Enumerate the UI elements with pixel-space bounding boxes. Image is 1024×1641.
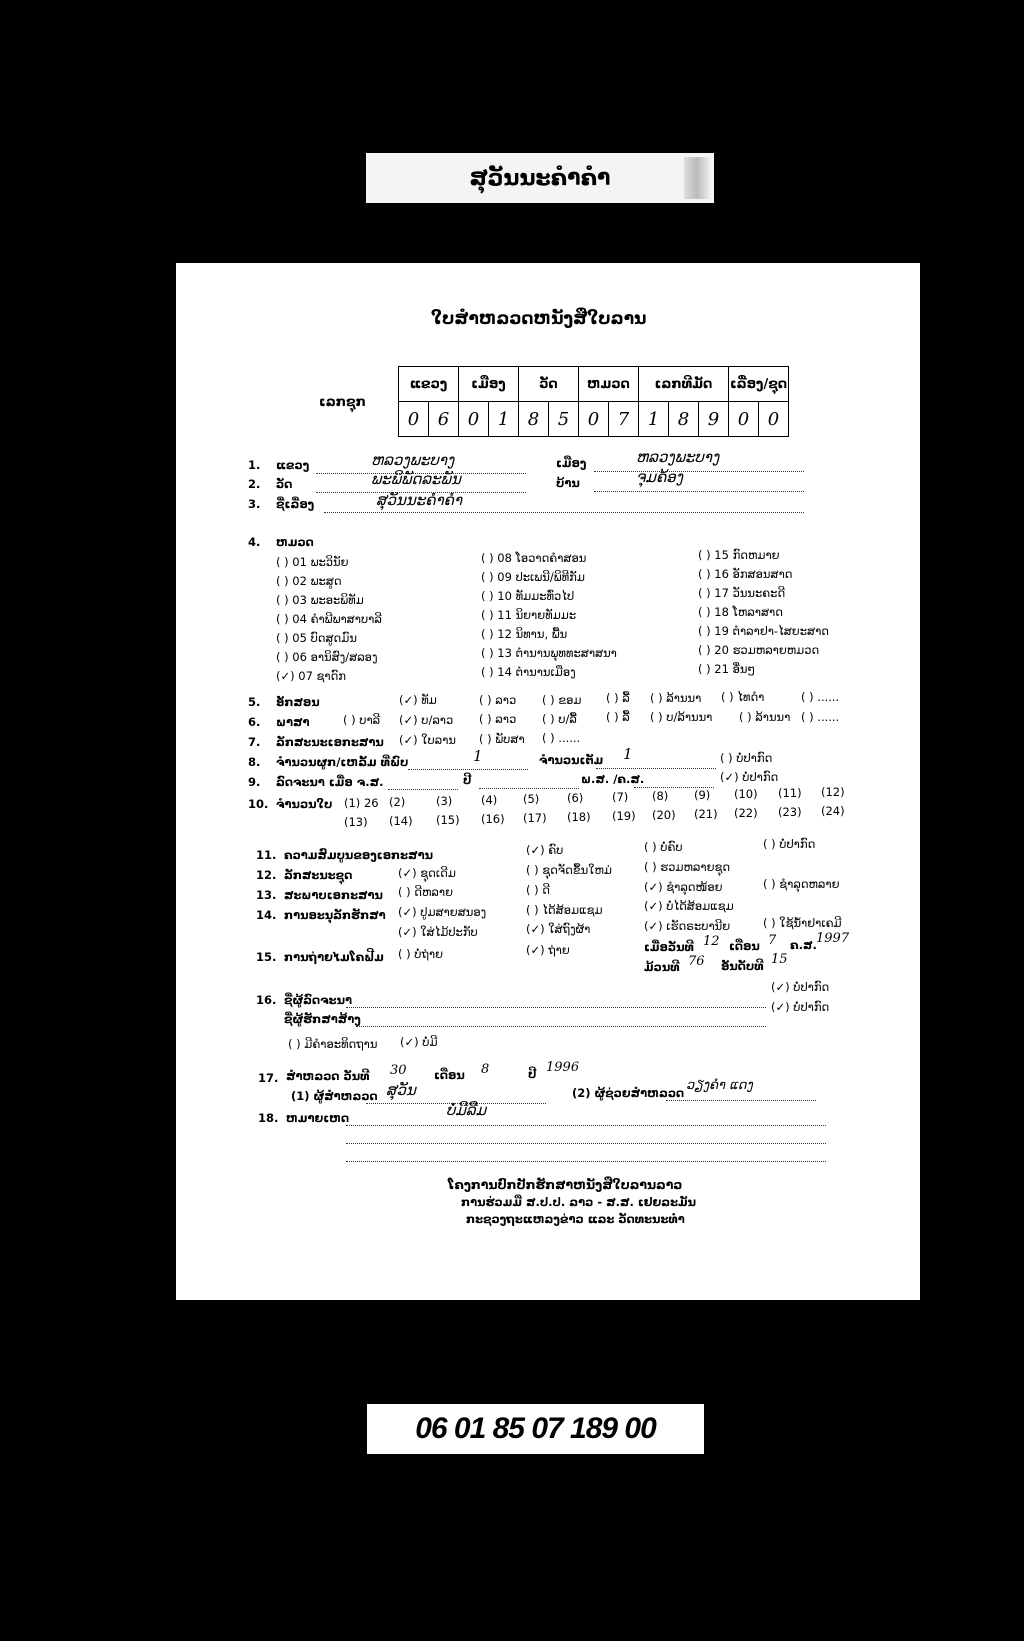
roll-number: 76 xyxy=(688,954,705,969)
microfilm-opt[interactable]: ( ) ບໍ່ຖ່າຍ xyxy=(398,947,443,961)
survey-day: 30 xyxy=(390,1063,407,1078)
category-item[interactable]: ( ) 13 ຕຳນານພຸທທະສາສນາ xyxy=(481,646,617,660)
line5-label: ອັກສອນ xyxy=(276,695,320,709)
line16-label-a: ຊື່ຜູ້ລົດຈະນາ xyxy=(284,993,352,1007)
remarks-value: ບໍ່ມີລືມ xyxy=(446,1101,487,1119)
microfilm-month-label: ເດືອນ xyxy=(729,939,760,953)
microfilm-day: 12 xyxy=(703,934,720,949)
roll-label: ມ້ວນທີ xyxy=(644,960,680,974)
frame-number: 15 xyxy=(771,952,788,967)
leaf-count-cell: (15) xyxy=(436,813,460,827)
line8-label2: ຈຳນວນເຕັມ xyxy=(539,753,604,767)
language-opt[interactable]: ( ) ...... xyxy=(801,710,840,724)
category-item[interactable]: ( ) 15 ກົດຫມາຍ xyxy=(698,548,780,562)
code-digit: 7 xyxy=(609,402,639,437)
code-digit: 9 xyxy=(699,402,729,437)
leaf-count-cell: (9) xyxy=(694,788,711,802)
leaf-count-cell: (11) xyxy=(778,786,802,800)
script-opt[interactable]: ( ) ລື້ xyxy=(606,691,630,705)
condition-opt[interactable]: (✓) ຊຳລຸດໜ້ອຍ xyxy=(644,880,723,894)
leaf-count-cell: (23) xyxy=(778,805,802,819)
line13-label: ສະພາບເອກະສານ xyxy=(284,888,383,902)
doctype-opt[interactable]: (✓) ໃບລານ xyxy=(399,733,456,747)
conservation-opt[interactable]: ( ) ໃຊ້ນ້ຳຢາເຄມີ xyxy=(763,916,842,930)
line17-label: ສຳຫລວດ ວັນທີ xyxy=(286,1069,370,1083)
microfilm-year-label: ຄ.ສ. xyxy=(790,938,817,952)
cat-label: ຫມວດ xyxy=(276,535,314,549)
line16-opt-b[interactable]: (✓) ບໍ່ປາກົດ xyxy=(771,1000,830,1014)
line18-label: ຫມາຍເຫດ xyxy=(286,1111,350,1125)
line8-num: 8. xyxy=(248,755,261,769)
line9-label2: ປີ xyxy=(463,773,472,787)
code-header-bundle: ເລກທີມັດ xyxy=(639,367,729,402)
leaf-count-cell: (1) 26 xyxy=(344,796,379,810)
assistant-label: (2) ຜູ້ຊ່ວຍສຳຫລວດ xyxy=(572,1086,685,1100)
line7-label: ລັກສະນະເອກະສານ xyxy=(276,735,384,749)
code-header-temple: ວັດ xyxy=(519,367,579,402)
leaf-count-cell: (14) xyxy=(389,814,413,828)
completeness-opt[interactable]: (✓) ຄົບ xyxy=(526,843,564,857)
category-item[interactable]: ( ) 06 ອານິສົງ/ສລອງ xyxy=(276,650,378,664)
line14-label: ການອະນຸລັກຮັກສາ xyxy=(284,908,386,922)
condition-opt[interactable]: ( ) ຊຳລຸດຫລາຍ xyxy=(763,877,840,891)
code-digit: 8 xyxy=(519,402,549,437)
line15-label: ການຖ່າຍໄມໂຄຟີມ xyxy=(284,950,384,964)
leaf-count-cell: (5) xyxy=(523,792,540,806)
line3-num: 3. xyxy=(248,497,261,511)
line10-num: 10. xyxy=(248,797,269,811)
category-col3 xyxy=(698,546,829,679)
category-item[interactable]: ( ) 08 ໂອວາດຄຳສອນ xyxy=(481,551,587,565)
survey-month: 8 xyxy=(481,1062,490,1077)
language-opt[interactable]: ( ) ລ້ານນາ xyxy=(739,710,791,724)
code-digit: 0 xyxy=(729,402,759,437)
category-item[interactable]: ( ) 11 ນິຍາຍທັມມະ xyxy=(481,608,577,622)
line16-num: 16. xyxy=(256,993,277,1007)
category-item[interactable]: ( ) 10 ທັມມະທົ່ວໄປ xyxy=(481,589,575,603)
smudge-mark xyxy=(684,157,710,199)
code-digit: 6 xyxy=(429,402,459,437)
script-opt[interactable]: ( ) ຂອມ xyxy=(542,693,582,707)
code-digit: 1 xyxy=(639,402,669,437)
code-header-district: ເມືອງ xyxy=(459,367,519,402)
bottom-code-label xyxy=(367,1404,704,1454)
line8-opt[interactable]: ( ) ບໍ່ປາກົດ xyxy=(720,751,773,765)
line13-num: 13. xyxy=(256,888,277,902)
language-opt[interactable]: ( ) ບ/ລ້ານນາ xyxy=(650,710,713,724)
code-digit: 0 xyxy=(579,402,609,437)
line14-num: 14. xyxy=(256,908,277,922)
line12-label: ລັກສະນະຊຸດ xyxy=(284,868,353,882)
script-opt[interactable]: ( ) ລ້ານນາ xyxy=(650,691,702,705)
dedication-opt[interactable]: ( ) ມີຄຳອະທິດຖານ xyxy=(288,1037,378,1051)
script-opt[interactable]: ( ) ...... xyxy=(801,690,840,704)
language-opt[interactable]: ( ) ລື້ xyxy=(606,710,630,724)
code-digit: 0 xyxy=(459,402,489,437)
line2-num: 2. xyxy=(248,477,261,491)
condition-opt[interactable]: ( ) ດີ xyxy=(526,883,550,897)
conservation-opt[interactable]: (✓) ປູມສາຍສນອງ xyxy=(398,905,487,919)
leaf-count-cell: (7) xyxy=(612,790,629,804)
category-item[interactable]: ( ) 02 ພະສູດ xyxy=(276,574,342,588)
line3-title-value: ສຸວັນນະຄຳຄຳ xyxy=(376,491,463,509)
microfilm-month: 7 xyxy=(768,933,777,948)
script-opt[interactable]: (✓) ທັມ xyxy=(399,693,437,707)
category-col1 xyxy=(276,553,382,686)
leaf-count-cell: (20) xyxy=(652,808,676,822)
condition-opt[interactable]: ( ) ດີຫລາຍ xyxy=(398,885,453,899)
line3-label: ຊື່ເລື່ອງ xyxy=(276,497,315,511)
line1-district-value: ຫລວງພະບາງ xyxy=(636,448,720,466)
line9-label3: ພ.ສ. /ຄ.ສ. xyxy=(581,772,645,786)
leaf-count-cell: (16) xyxy=(481,812,505,826)
leaf-count-cell: (12) xyxy=(821,785,845,799)
code-header-province: ແຂວງ xyxy=(399,367,459,402)
footer-line-1: ໂຄງການປົກປັກຮັກສາຫນັງສືໃບລານລາວ xyxy=(448,1177,683,1192)
line11-label: ຄວາມສົມບູນຂອງເອກະສານ xyxy=(284,848,433,862)
conservation-opt[interactable]: ( ) ໄດ້ສ້ອມແຊມ xyxy=(526,903,603,917)
conservation-opt[interactable]: (✓) ໃສ່ຖົງຜ້າ xyxy=(526,922,591,936)
line16-opt-a[interactable]: (✓) ບໍ່ປາກົດ xyxy=(771,980,830,994)
surveyor-label: (1) ຜູ້ສຳຫລວດ xyxy=(291,1089,378,1103)
code-table xyxy=(398,366,789,437)
conservation-opt[interactable]: (✓) ໃສ່ໄມ້ປະກັບ xyxy=(398,925,478,939)
category-item[interactable]: ( ) 21 ອື່ນໆ xyxy=(698,662,756,676)
assistant-value: ວຽງຄຳ ແດງ xyxy=(686,1078,753,1093)
line5-num: 5. xyxy=(248,695,261,709)
leaf-count-cell: (21) xyxy=(694,807,718,821)
code-label: ເລກຊຸກ xyxy=(319,395,366,410)
top-title-label xyxy=(366,153,714,203)
line15-num: 15. xyxy=(256,950,277,964)
category-item[interactable]: ( ) 16 ອັກສອນສາດ xyxy=(698,567,793,581)
line9-opt[interactable]: (✓) ບໍ່ປາກົດ xyxy=(720,770,779,784)
code-digit: 0 xyxy=(759,402,789,437)
category-item[interactable]: ( ) 04 ຄຳພີພາສາບາລີ xyxy=(276,612,382,626)
line9-label: ລົດຈະນາ ເມື່ອ ຈ.ສ. xyxy=(276,775,384,789)
leaf-count-cell: (13) xyxy=(344,815,368,829)
microfilm-year: 1997 xyxy=(816,931,850,946)
dedication-opt[interactable]: (✓) ບໍ່ມີ xyxy=(400,1035,438,1049)
leaf-count-cell: (22) xyxy=(734,806,758,820)
set-type-opt[interactable]: ( ) ຮວມຫລາຍຊຸດ xyxy=(644,860,731,874)
line12-num: 12. xyxy=(256,868,277,882)
category-item[interactable]: ( ) 01 ພະວິນັຍ xyxy=(276,555,349,569)
line10-label: ຈຳນວນໃບ xyxy=(276,797,333,811)
category-item[interactable]: ( ) 14 ຕຳນານເມືອງ xyxy=(481,665,576,679)
leaf-count-cell: (18) xyxy=(567,810,591,824)
code-digit: 5 xyxy=(549,402,579,437)
form-title: ໃບສຳຫລວດຫນັງສືໃບລານ xyxy=(431,309,647,329)
line17-num: 17. xyxy=(258,1071,279,1085)
line11-num: 11. xyxy=(256,848,277,862)
category-item[interactable]: ( ) 09 ປະເພນີ/ພິທີກັມ xyxy=(481,570,585,584)
category-item[interactable]: ( ) 12 ນິທານ, ພື້ນ xyxy=(481,627,568,641)
leaf-count-cell: (24) xyxy=(821,804,845,818)
doctype-opt[interactable]: ( ) ພັບສາ xyxy=(479,732,525,746)
conservation-opt[interactable]: (✓) ເຮັດຣະບານີຍ xyxy=(644,919,731,933)
leaf-count-cell: (17) xyxy=(523,811,547,825)
language-opt[interactable]: ( ) ລາວ xyxy=(479,712,517,726)
line1-num: 1. xyxy=(248,458,261,472)
survey-month-label: ເດືອນ xyxy=(434,1068,465,1082)
leaf-count-cell: (4) xyxy=(481,793,498,807)
category-item[interactable]: ( ) 17 ວັນນະຄະດີ xyxy=(698,586,786,600)
footer-line-3: ກະຊວງຖະແຫລງຂ່າວ ແລະ ວັດທະນະທຳ xyxy=(466,1212,685,1226)
code-header-category: ຫມວດ xyxy=(579,367,639,402)
language-opt[interactable]: ( ) ບ/ລື້ xyxy=(542,712,577,726)
bundle-count-found: 1 xyxy=(473,747,483,765)
line9-num: 9. xyxy=(248,775,261,789)
line16-label-b: ຊື່ຜູ້ຮັກສາສ້າງ xyxy=(284,1012,361,1026)
category-item[interactable]: ( ) 03 ພະອະພິທັມ xyxy=(276,593,364,607)
line2-label: ວັດ xyxy=(276,477,293,491)
language-opt[interactable]: (✓) ບ/ລາວ xyxy=(399,713,454,727)
cat-num: 4. xyxy=(248,535,261,549)
leaf-count-cell: (8) xyxy=(652,789,669,803)
survey-year: 1996 xyxy=(546,1060,580,1075)
line1-label2: ເມືອງ xyxy=(556,456,587,470)
doctype-opt[interactable]: ( ) ...... xyxy=(542,731,581,745)
category-item[interactable]: ( ) 18 ໂຫລາສາດ xyxy=(698,605,783,619)
microfilm-opt[interactable]: (✓) ຖ່າຍ xyxy=(526,943,570,957)
bundle-count-full: 1 xyxy=(623,745,633,763)
conservation-opt[interactable]: (✓) ບໍ່ໄດ້ສ້ອມແຊມ xyxy=(644,899,734,913)
line1-province-value: ຫລວງພະບາງ xyxy=(371,451,455,469)
line6-label: ພາສາ xyxy=(276,715,310,729)
script-opt[interactable]: ( ) ລາວ xyxy=(479,693,517,707)
script-opt[interactable]: ( ) ໄທດຳ xyxy=(721,690,765,704)
line7-num: 7. xyxy=(248,735,261,749)
completeness-opt[interactable]: ( ) ບໍ່ຄົບ xyxy=(644,840,683,854)
category-col2 xyxy=(481,549,617,682)
leaf-count-cell: (6) xyxy=(567,791,584,805)
survey-form-page xyxy=(176,263,920,1300)
footer-line-2: ການຮ່ວມມື ສ.ປ.ປ. ລາວ - ສ.ສ. ເຢຍລະມັນ xyxy=(461,1195,697,1209)
bottom-code-text: 06 01 85 07 189 00 xyxy=(415,1412,656,1445)
line2-temple-value: ພະພິພັດລະພັນ xyxy=(371,470,461,488)
code-header-story: ເລື່ອງ/ຊຸດ xyxy=(729,367,789,402)
category-item[interactable]: ( ) 19 ຕຳລາຢາ-ໄສຍະສາດ xyxy=(698,624,829,638)
language-opt[interactable]: ( ) ບາລີ xyxy=(343,713,381,727)
category-item[interactable]: ( ) 05 ບົດສູດມົນ xyxy=(276,631,357,645)
frame-label: ອັນດັບທີ xyxy=(721,959,764,973)
leaf-count-cell: (2) xyxy=(389,795,406,809)
code-digit: 0 xyxy=(399,402,429,437)
top-title-text: ສຸວັນນະຄຳຄຳ xyxy=(469,165,611,191)
line8-label: ຈຳນວນຜູກ/ເຫລັ້ມ ທີ່ພົບ xyxy=(276,755,409,769)
leaf-count-cell: (10) xyxy=(734,787,758,801)
set-type-opt[interactable]: (✓) ຊຸດເດີມ xyxy=(398,866,456,880)
category-item[interactable]: (✓) 07 ຊາດົກ xyxy=(276,669,347,683)
survey-year-label: ປີ xyxy=(528,1067,537,1081)
leaf-count-cell: (19) xyxy=(612,809,636,823)
code-digit: 8 xyxy=(669,402,699,437)
line2-label2: ບ້ານ xyxy=(556,476,580,490)
set-type-opt[interactable]: ( ) ຊຸດຈັດຂຶ້ນໃຫມ່ xyxy=(526,863,612,877)
line2-village-value: ຈຸມຄ້ອງ xyxy=(636,468,683,486)
leaf-count-cell: (3) xyxy=(436,794,453,808)
microfilm-date-label: ເມື່ອວັນທີ xyxy=(644,940,694,954)
code-digit: 1 xyxy=(489,402,519,437)
surveyor-value: ສຸວັນ xyxy=(386,1081,416,1099)
line6-num: 6. xyxy=(248,715,261,729)
line1-label: ແຂວງ xyxy=(276,458,310,472)
line18-num: 18. xyxy=(258,1111,279,1125)
completeness-opt[interactable]: ( ) ບໍ່ປາກົດ xyxy=(763,837,816,851)
category-item[interactable]: ( ) 20 ຮວມຫລາຍຫມວດ xyxy=(698,643,820,657)
